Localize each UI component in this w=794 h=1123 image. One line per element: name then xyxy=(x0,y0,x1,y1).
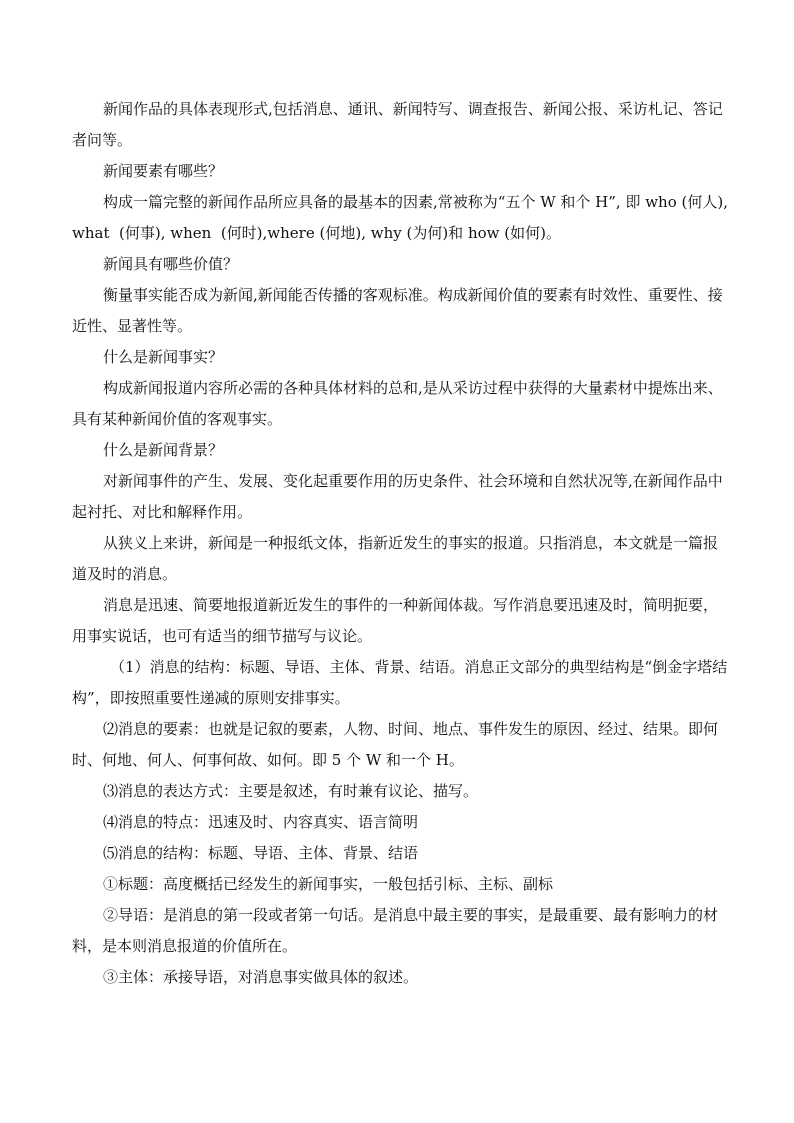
question-news-background: 什么是新闻背景？ xyxy=(103,441,224,459)
paragraph-narrow-definition: 从狭义上来讲，新闻是一种报纸文体，指新近发生的事实的报道。只指消息，本文就是一篇报道及时的消息。 xyxy=(72,534,719,583)
question-news-elements: 新闻要素有哪些？ xyxy=(103,162,224,180)
paragraph-news-value: 衡量事实能否成为新闻,新闻能否传播的客观标准。构成新闻价值的要素有时效性、重要性、接近性、显著性等。 xyxy=(72,286,723,335)
paragraph-message-features: ⑷消息的特点：迅速及时、内容真实、语言简明 xyxy=(103,813,419,831)
paragraph-message-definition: 消息是迅速、简要地报道新近发生的事件的一种新闻体裁。写作消息要迅速及时，简明扼要，用事实说话，也可有适当的细节描写与议论。 xyxy=(72,596,719,645)
document-body xyxy=(72,94,732,993)
paragraph-lead: ②导语：是消息的第一段或者第一句话。是消息中最主要的事实，是最重要、最有影响力的材料，是本则消息报道的价值所在。 xyxy=(72,906,719,955)
question-news-fact: 什么是新闻事实？ xyxy=(103,348,224,366)
paragraph-news-elements: 构成一篇完整的新闻作品所应具备的最基本的因素,常被称为“五个 W 和个 H”, 即 who (何人), what (何事), when (何时),where (何地), why (为何)和 how (如何)。 xyxy=(72,193,733,242)
paragraph-news-forms: 新闻作品的具体表现形式,包括消息、通讯、新闻特写、调查报告、新闻公报、采访札记、答记者问等。 xyxy=(72,100,723,149)
paragraph-news-background: 对新闻事件的产生、发展、变化起重要作用的历史条件、社会环境和自然状况等,在新闻作品中起衬托、对比和解释作用。 xyxy=(72,472,723,521)
paragraph-news-fact: 构成新闻报道内容所必需的各种具体材料的总和,是从采访过程中获得的大量素材中提炼出来、具有某种新闻价值的客观事实。 xyxy=(72,379,723,428)
paragraph-message-structure-list: ⑸消息的结构：标题、导语、主体、背景、结语 xyxy=(103,844,419,862)
paragraph-message-structure: （1）消息的结构：标题、导语、主体、背景、结语。消息正文部分的典型结构是“倒金字塔结构”，即按照重要性递减的原则安排事实。 xyxy=(72,658,728,707)
paragraph-message-expression: ⑶消息的表达方式：主要是叙述，有时兼有议论、描写。 xyxy=(103,782,479,800)
paragraph-message-elements: ⑵消息的要素：也就是记叙的要素，人物、时间、地点、事件发生的原因、经过、结果。即何时、何地、何人、何事何故、如何。即 5 个 W 和一个 H。 xyxy=(72,720,719,769)
paragraph-body: ③主体：承接导语，对消息事实做具体的叙述。 xyxy=(103,968,419,986)
question-news-value: 新闻具有哪些价值？ xyxy=(103,255,239,273)
paragraph-headline: ①标题：高度概括已经发生的新闻事实，一般包括引标、主标、副标 xyxy=(103,875,554,893)
